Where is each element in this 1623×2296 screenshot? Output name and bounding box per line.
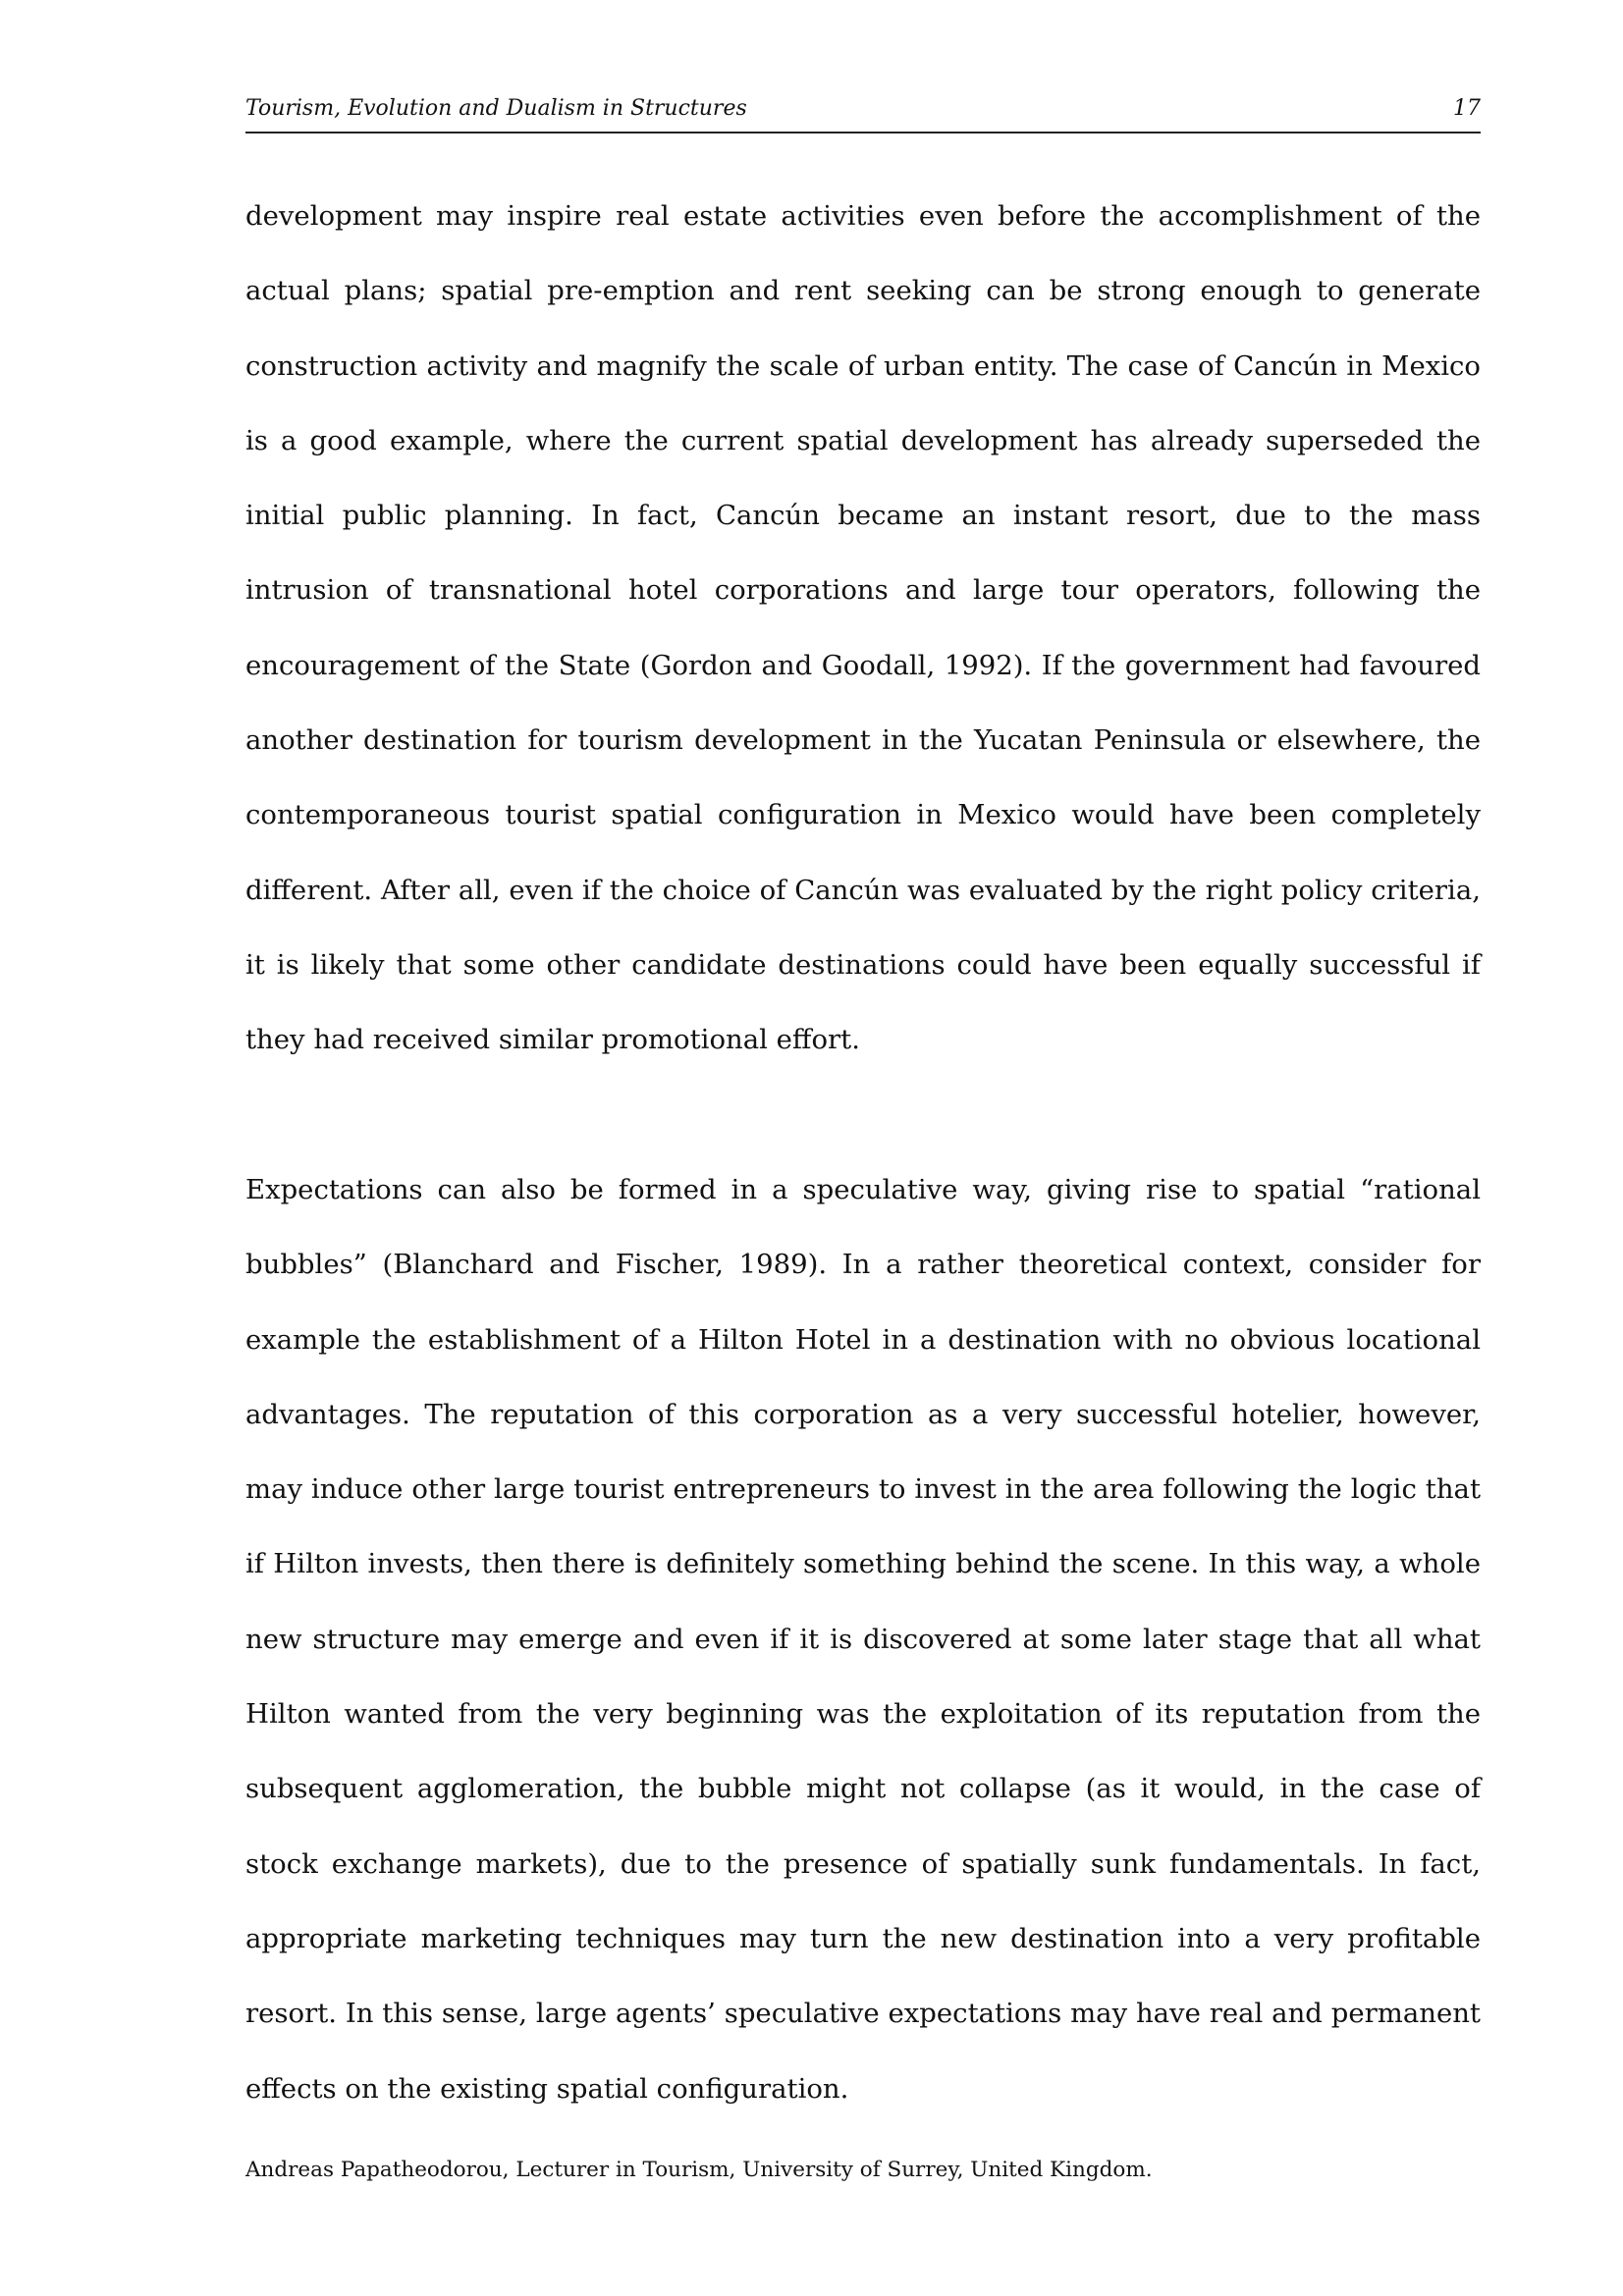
body-paragraph-2: Expectations can also be formed in a speculative way, giving rise to spatial “rational bubbles” (Blanchard and Fischer, 1989). In a rather theoretical context, consider for example the establishment of a Hilton Hotel in a destination with no obvious locational advantages. The reputation of this corporation as a very successful hotelier, however, may induce other large tourist entrepreneurs to invest in the area following the logic that if Hilton invests, then there is definitely something behind the scene. In this way, a whole new structure may emerge and even if it is discovered at some later stage that all what Hilton wanted from the very beginning was the exploitation of its reputation from the subsequent agglomeration, the bubble might not collapse (as it would, in the case of stock exchange markets), due to the presence of spatially sunk fundamentals. In fact, appropriate marketing techniques may turn the new destination into a very profitable resort. In this sense, large agents’ speculative expectations may have real and permanent effects on the existing spatial configuration. <box>245 1174 1481 2105</box>
body-paragraph-1: development may inspire real estate activities even before the accomplishment of the actual plans; spatial pre-emption and rent seeking can be strong enough to generate construction activity and magnify the scale of urban entity. The case of Cancún in Mexico is a good example, where the current spatial development has already superseded the initial public planning. In fact, Cancún became an instant resort, due to the mass intrusion of transnational hotel corporations and large tour operators, following the encouragement of the State (Gordon and Goodall, 1992). If the government had favoured another destination for tourism development in the Yucatan Peninsula or elsewhere, the contemporaneous tourist spatial configuration in Mexico would have been completely different. After all, even if the choice of Cancún was evaluated by the right policy criteria, it is likely that some other candidate destinations could have been equally successful if they had received similar promotional effort. <box>245 200 1481 1056</box>
page-footer: Andreas Papatheodorou, Lecturer in Tourism, University of Surrey, United Kingdom. <box>245 2158 1153 2182</box>
page-header <box>245 92 1481 133</box>
running-title: Tourism, Evolution and Dualism in Structures <box>245 96 747 121</box>
page-number: 17 <box>1453 96 1481 121</box>
